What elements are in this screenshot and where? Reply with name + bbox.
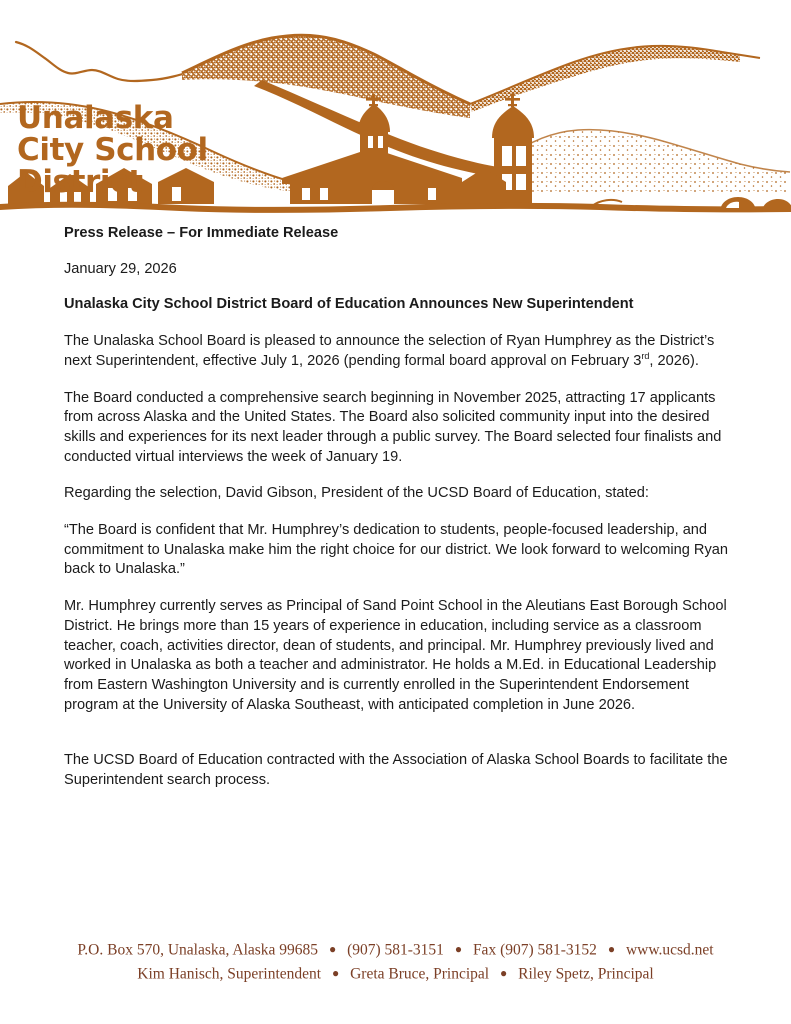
press-release-body xyxy=(64,224,728,808)
right-hill xyxy=(508,130,790,194)
footer-address: P.O. Box 570, Unalaska, Alaska 99685 xyxy=(77,941,319,959)
paragraph-board-quote: “The Board is confident that Mr. Humphrey’s dedication to students, people-focused leadership, and commitment to Unalaska make him the right choice for our district. We look forward to welcoming Ryan back to Unalaska.” xyxy=(64,522,729,578)
paragraph-announcement xyxy=(64,332,728,371)
district-logo-wordmark xyxy=(17,102,208,199)
footer-phone: (907) 581-3151 xyxy=(347,941,444,959)
ordinal-suffix: rd xyxy=(641,350,650,361)
bullet-separator-icon: ● xyxy=(454,942,463,956)
footer-principal-1: Greta Bruce, Principal xyxy=(350,965,490,982)
page-footer xyxy=(0,938,791,985)
paragraph-announcement-text-b: , 2026). xyxy=(649,352,699,369)
central-mountain xyxy=(182,35,470,118)
release-date: January 29, 2026 xyxy=(64,260,177,277)
bullet-separator-icon: ● xyxy=(499,965,508,980)
letterhead xyxy=(0,18,791,220)
footer-superintendent: Kim Hanisch, Superintendent xyxy=(137,965,322,982)
press-release-label: Press Release – For Immediate Release xyxy=(64,225,339,241)
paragraph-aasb: The UCSD Board of Education contracted with the Association of Alaska School Boards to facilitate the Superintendent search process. xyxy=(64,752,728,789)
footer-staff-line xyxy=(0,962,791,986)
paragraph-search-process: The Board conducted a comprehensive search beginning in November 2025, attracting 17 applicants from across Alaska and the United States. The Board also solicited community input into the desired skills and experiences for its next leader through a public survey. The Board selected four finalists and conducted virtual interviews the week of January 19. xyxy=(64,389,722,465)
logo-line-3: District xyxy=(17,164,143,201)
logo-line-1: Unalaska xyxy=(17,100,174,136)
footer-principal-2: Riley Spetz, Principal xyxy=(518,965,654,982)
bullet-separator-icon: ● xyxy=(331,965,340,980)
footer-fax: Fax (907) 581-3152 xyxy=(472,941,597,959)
bullet-separator-icon: ● xyxy=(328,942,337,956)
bullet-separator-icon: ● xyxy=(607,942,616,956)
paragraph-announcement-text-a: The Unalaska School Board is pleased to announce the selection of Ryan Humphrey as the District’s next Superintendent, effective July 1, 2026 (pending formal board approval on February 3 xyxy=(64,333,715,369)
paragraph-quote-attribution: Regarding the selection, David Gibson, President of the UCSD Board of Education, stated: xyxy=(64,485,649,502)
left-ridgeline xyxy=(16,42,196,81)
boats xyxy=(720,197,791,212)
headline: Unalaska City School District Board of Education Announces New Superintendent xyxy=(64,296,634,313)
logo-line-2: City School xyxy=(17,132,208,169)
paragraph-biography: Mr. Humphrey currently serves as Principal of Sand Point School in the Aleutians East Borough School District. He brings more than 15 years of experience in education, including service as a classroom teacher, coach, activities director, dean of students, and principal. Mr. Humphrey previously lived and worked in Unalaska as both a teacher and administrator. He holds a M.Ed. in Educational Leadership from Eastern Washington University and is currently enrolled in the Superintendent Endorsement program at the University of Alaska Southeast, with anticipated completion in June 2026. xyxy=(64,598,727,713)
footer-website[interactable]: www.ucsd.net xyxy=(625,941,714,959)
footer-contact-line xyxy=(0,938,791,962)
